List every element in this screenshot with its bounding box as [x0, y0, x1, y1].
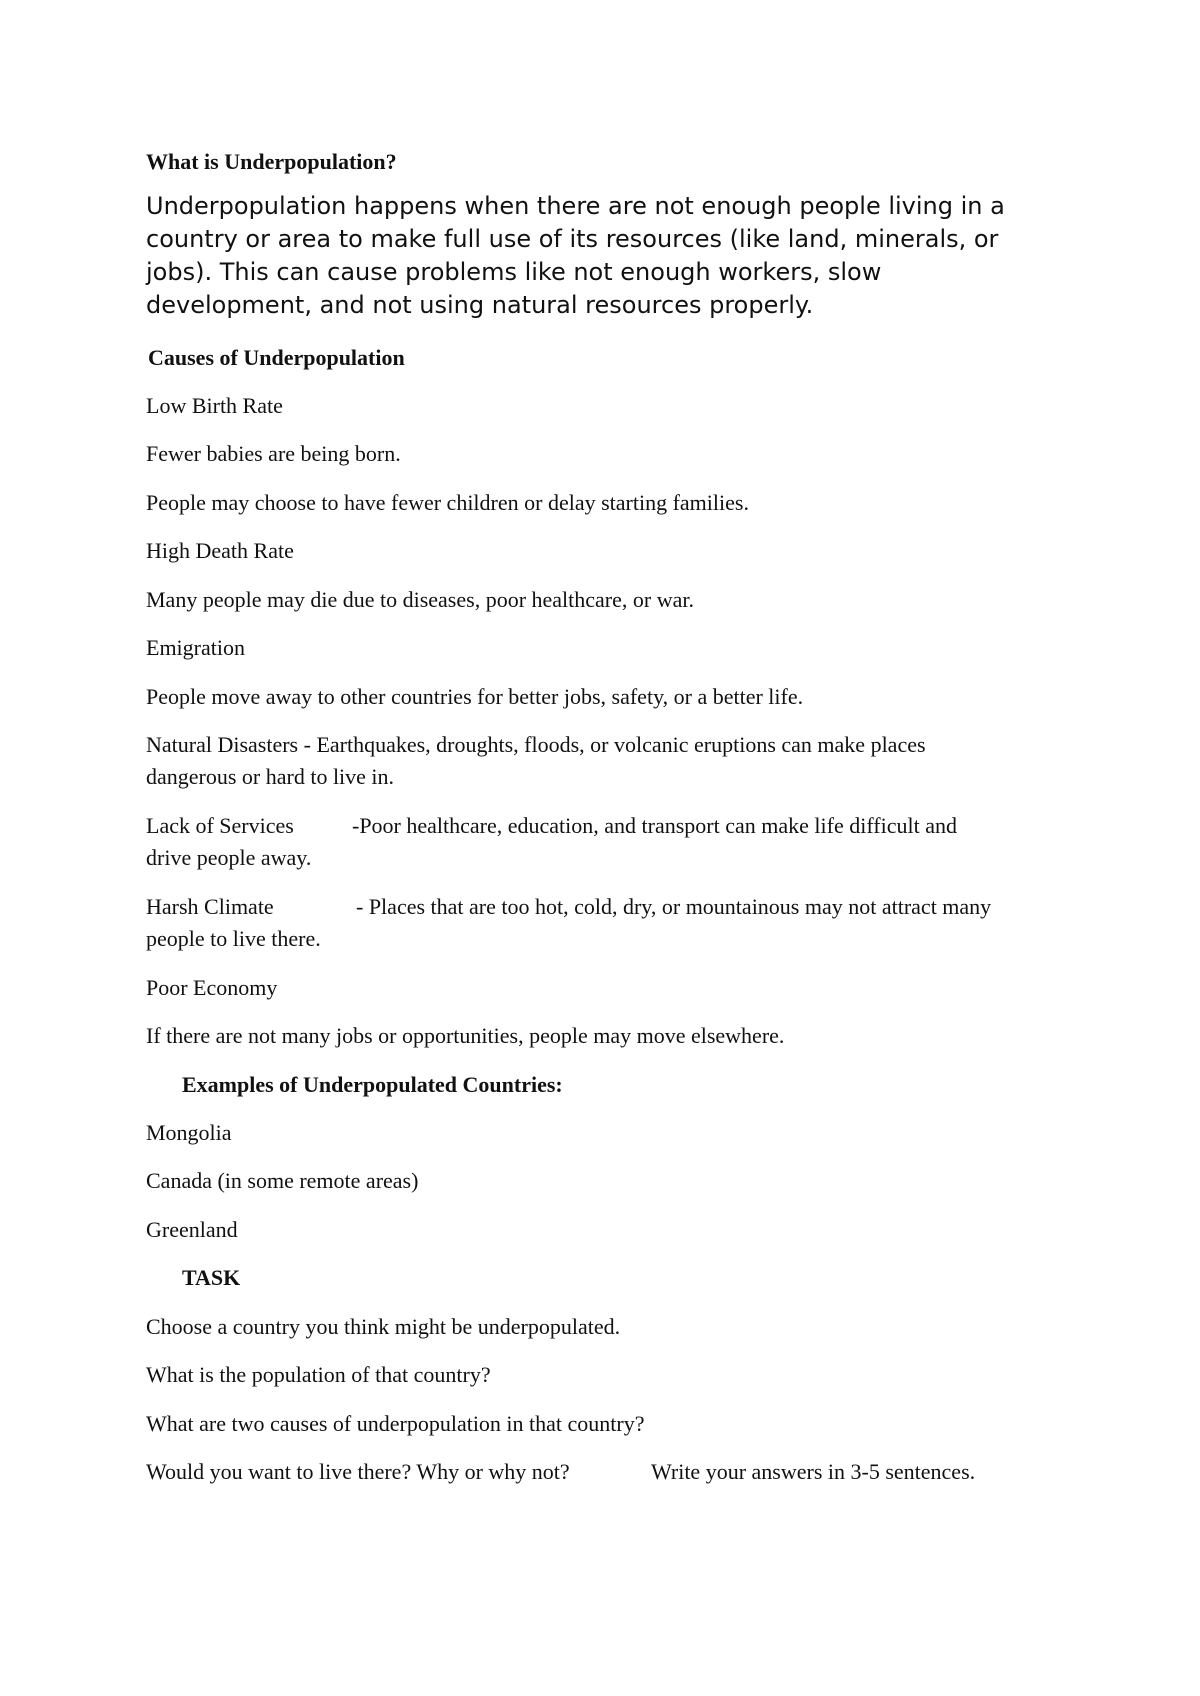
cause-natural-disasters-cont: dangerous or hard to live in. — [146, 764, 395, 789]
intro-line: jobs). This can cause problems like not enough workers, slow — [146, 258, 882, 286]
example-country: Canada (in some remote areas) — [146, 1168, 419, 1193]
task-item: Choose a country you think might be underpopulated. — [146, 1314, 621, 1339]
example-country: Greenland — [146, 1217, 238, 1242]
cause-detail: Fewer babies are being born. — [146, 441, 401, 466]
causes-heading: Causes of Underpopulation — [148, 345, 405, 370]
cause-natural-disasters: Natural Disasters - Earthquakes, droughts, floods, or volcanic eruptions can make places — [146, 732, 926, 757]
intro-paragraph — [146, 190, 1066, 322]
cause-lack-of-services-cont: drive people away. — [146, 845, 312, 870]
cause-harsh-climate-label: Harsh Climate — [146, 894, 274, 919]
cause-poor-economy: Poor Economy — [146, 975, 278, 1000]
cause-high-death-rate: High Death Rate — [146, 538, 294, 563]
task-instruction: Write your answers in 3-5 sentences. — [651, 1459, 976, 1484]
task-item: Would you want to live there? Why or why not? — [146, 1459, 570, 1484]
task-item: What is the population of that country? — [146, 1362, 491, 1387]
intro-line: Underpopulation happens when there are not enough people living in a — [146, 192, 1005, 220]
cause-harsh-climate-cont: people to live there. — [146, 926, 321, 951]
example-country: Mongolia — [146, 1120, 232, 1145]
cause-detail: If there are not many jobs or opportunities, people may move elsewhere. — [146, 1023, 785, 1048]
cause-detail: People may choose to have fewer children or delay starting families. — [146, 490, 749, 515]
cause-detail: Many people may die due to diseases, poor healthcare, or war. — [146, 587, 694, 612]
cause-detail: People move away to other countries for better jobs, safety, or a better life. — [146, 684, 804, 709]
cause-harsh-climate-text: - Places that are too hot, cold, dry, or mountainous may not attract many — [356, 894, 992, 919]
cause-lack-of-services-text: -Poor healthcare, education, and transport can make life difficult and — [352, 813, 957, 838]
intro-line: country or area to make full use of its resources (like land, minerals, or — [146, 225, 999, 253]
task-heading: TASK — [182, 1265, 241, 1290]
examples-heading: Examples of Underpopulated Countries: — [182, 1072, 563, 1097]
cause-lack-of-services-label: Lack of Services — [146, 813, 294, 838]
page-title: What is Underpopulation? — [146, 149, 397, 174]
task-item: What are two causes of underpopulation in that country? — [146, 1411, 645, 1436]
cause-emigration: Emigration — [146, 635, 245, 660]
cause-low-birth-rate: Low Birth Rate — [146, 393, 283, 418]
intro-line: development, and not using natural resources properly. — [146, 291, 814, 319]
